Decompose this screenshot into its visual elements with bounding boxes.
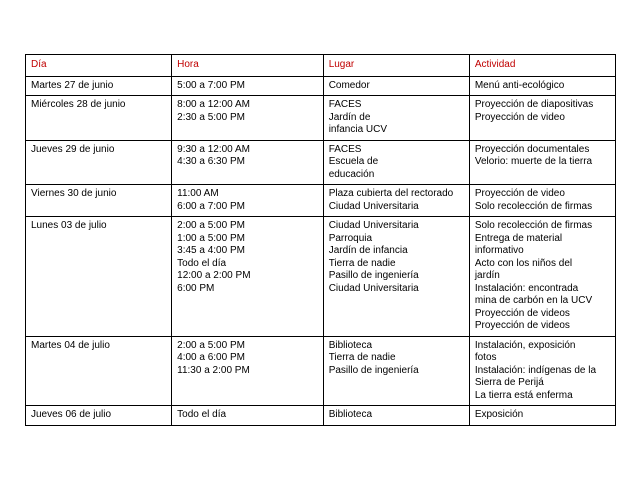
table-row — [26, 140, 616, 185]
cell-lugar — [323, 406, 469, 426]
cell-line: 11:30 a 2:00 PM — [177, 364, 250, 376]
schedule-table — [25, 54, 616, 426]
cell-line: La tierra está enferma — [474, 389, 573, 401]
cell-dia: Lunes 03 de julio — [26, 217, 172, 337]
cell-line: Sierra de Perijá — [474, 377, 544, 388]
cell-line: Ciudad Universitaria — [328, 200, 419, 212]
cell-line: fotos — [474, 352, 497, 363]
schedule-body — [26, 76, 616, 425]
cell-line: 6:00 PM — [177, 282, 215, 294]
cell-line: Pasillo de ingeniería — [328, 364, 419, 376]
cell-line: Velorio: muerte de la tierra — [474, 156, 593, 167]
cell-hora — [172, 140, 324, 185]
cell-line: informativo — [474, 245, 524, 256]
cell-line: Tierra de nadie — [328, 257, 396, 269]
cell-line: Proyección de videos — [474, 320, 570, 331]
cell-line: Parroquia — [328, 232, 373, 244]
cell-line: Menú anti-ecológico — [474, 79, 565, 91]
cell-hora — [172, 406, 324, 426]
cell-line: 9:30 a 12:00 AM — [177, 143, 250, 155]
cell-line: Solo recolección de firmas — [474, 220, 593, 231]
cell-line: Instalación: encontrada — [474, 282, 579, 294]
cell-line: Solo recolección de firmas — [474, 200, 593, 212]
cell-actividad — [469, 140, 615, 185]
cell-line: Entrega de material — [474, 232, 563, 244]
cell-dia: Martes 04 de julio — [26, 336, 172, 406]
cell-actividad — [469, 96, 615, 141]
cell-line: Pasillo de ingeniería — [328, 270, 419, 281]
table-row — [26, 406, 616, 426]
cell-actividad — [469, 76, 615, 96]
cell-line: Todo el día — [177, 409, 227, 420]
cell-line: mina de carbón en la UCV — [474, 295, 593, 306]
header-dia: Día — [26, 55, 172, 77]
cell-line: 5:00 a 7:00 PM — [177, 79, 245, 91]
cell-line: Ciudad Universitaria — [328, 282, 419, 294]
cell-lugar — [323, 140, 469, 185]
cell-actividad — [469, 185, 615, 217]
cell-line: Proyección de videos — [474, 307, 570, 319]
cell-line: FACES — [328, 99, 362, 110]
cell-line: jardín — [474, 270, 500, 281]
cell-dia: Viernes 30 de junio — [26, 185, 172, 217]
cell-line: Proyección de video — [474, 111, 565, 123]
cell-hora — [172, 96, 324, 141]
cell-line: 2:00 a 5:00 PM — [177, 220, 245, 231]
header-row — [26, 55, 616, 77]
cell-line: Proyección documentales — [474, 143, 590, 155]
cell-line: Plaza cubierta del rectorado — [328, 188, 454, 199]
cell-dia: Martes 27 de junio — [26, 76, 172, 96]
table-row — [26, 185, 616, 217]
cell-line: Instalación, exposición — [474, 339, 576, 351]
cell-line: Ciudad Universitaria — [328, 220, 419, 231]
table-row — [26, 76, 616, 96]
cell-actividad — [469, 217, 615, 337]
cell-line: Instalación: indígenas de la — [474, 364, 597, 376]
cell-line: infancia UCV — [328, 124, 388, 135]
cell-dia: Miércoles 28 de junio — [26, 96, 172, 141]
cell-line: 2:30 a 5:00 PM — [177, 111, 245, 123]
cell-line: 12:00 a 2:00 PM — [177, 270, 251, 281]
cell-line: Biblioteca — [328, 339, 373, 351]
cell-dia: Jueves 06 de julio — [26, 406, 172, 426]
header-lugar: Lugar — [323, 55, 469, 77]
table-row — [26, 217, 616, 337]
cell-lugar — [323, 76, 469, 96]
cell-line: 8:00 a 12:00 AM — [177, 99, 250, 110]
cell-line: Escuela de — [328, 156, 379, 167]
cell-line: Tierra de nadie — [328, 352, 396, 363]
cell-hora — [172, 217, 324, 337]
cell-line: Exposición — [474, 409, 524, 420]
cell-line: Jardín de infancia — [328, 245, 408, 256]
cell-line: 3:45 a 4:00 PM — [177, 245, 245, 256]
cell-lugar — [323, 185, 469, 217]
cell-line: Comedor — [328, 79, 370, 91]
cell-line: 11:00 AM — [177, 188, 219, 199]
cell-line: 2:00 a 5:00 PM — [177, 339, 245, 351]
cell-line: educación — [328, 168, 375, 180]
cell-lugar — [323, 217, 469, 337]
cell-actividad — [469, 406, 615, 426]
cell-line: 1:00 a 5:00 PM — [177, 232, 245, 244]
cell-line: Todo el día — [177, 257, 227, 269]
cell-actividad — [469, 336, 615, 406]
cell-line: 4:30 a 6:30 PM — [177, 156, 245, 167]
cell-hora — [172, 336, 324, 406]
cell-line: Jardín de — [328, 111, 371, 123]
cell-hora — [172, 185, 324, 217]
cell-dia: Jueves 29 de junio — [26, 140, 172, 185]
cell-lugar — [323, 96, 469, 141]
cell-hora — [172, 76, 324, 96]
header-actividad: Actividad — [469, 55, 615, 77]
table-row — [26, 96, 616, 141]
cell-line: FACES — [328, 143, 362, 155]
cell-line: Proyección de diapositivas — [474, 99, 594, 110]
cell-line: 6:00 a 7:00 PM — [177, 200, 245, 212]
table-row — [26, 336, 616, 406]
header-hora: Hora — [172, 55, 324, 77]
cell-lugar — [323, 336, 469, 406]
cell-line: Proyección de video — [474, 188, 565, 199]
cell-line: 4:00 a 6:00 PM — [177, 352, 245, 363]
cell-line: Acto con los niños del — [474, 257, 573, 269]
cell-line: Biblioteca — [328, 409, 373, 420]
